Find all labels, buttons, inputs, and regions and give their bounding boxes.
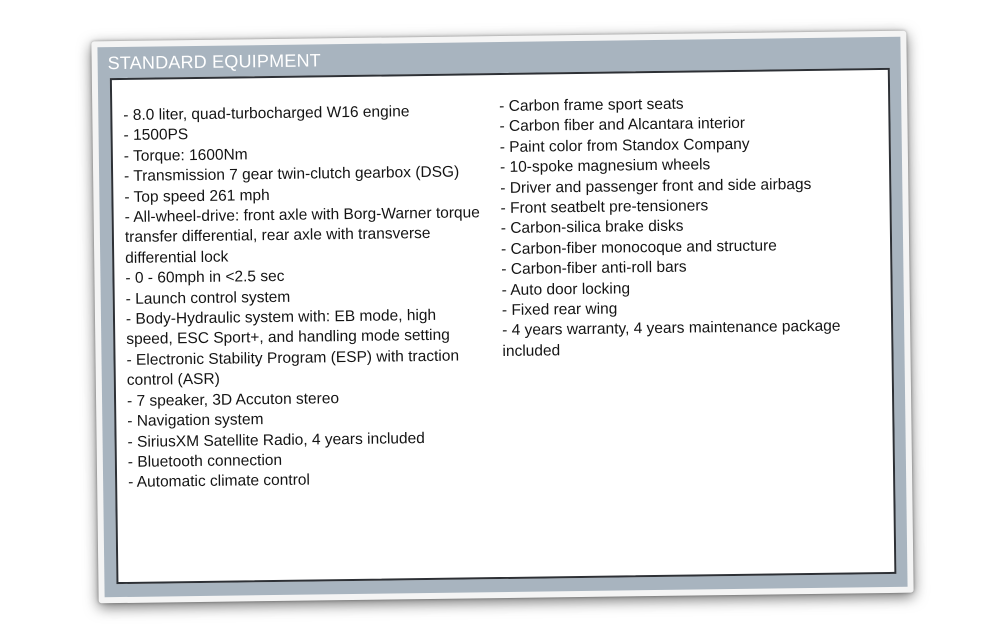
- list-item: - 4 years warranty, 4 years maintenance package included: [502, 318, 841, 360]
- list-item: - Transmission 7 gear twin-clutch gearbox (DSG): [124, 163, 460, 186]
- section-title: STANDARD EQUIPMENT: [107, 50, 322, 74]
- list-item: - 0 - 60mph in <2.5 sec: [125, 268, 285, 288]
- list-item: - Carbon fiber and Alcantara interior: [499, 115, 746, 136]
- list-item: - Carbon-fiber monocoque and structure: [501, 237, 777, 258]
- list-item: - Body-Hydraulic system with: EB mode, high speed, ESC Sport+, and handling mode setting: [125, 306, 450, 349]
- list-item: - Carbon-silica brake disks: [500, 218, 684, 238]
- equipment-panel: [110, 68, 897, 584]
- list-item: - 1500PS: [123, 126, 189, 145]
- list-item: - Launch control system: [125, 288, 291, 308]
- equipment-list-left: [123, 101, 488, 493]
- list-item: - Front seatbelt pre-tensioners: [500, 197, 709, 218]
- list-item: - Torque: 1600Nm: [123, 146, 248, 165]
- list-item: - Bluetooth connection: [127, 451, 283, 471]
- list-item: - Electronic Stability Program (ESP) with traction control (ASR): [126, 347, 460, 390]
- list-item: - Fixed rear wing: [501, 300, 618, 320]
- list-item: - Top speed 261 mph: [124, 186, 270, 206]
- list-item: - Automatic climate control: [128, 471, 310, 492]
- list-item: - Carbon frame sport seats: [499, 95, 684, 116]
- list-item: - Paint color from Standox Company: [499, 135, 750, 156]
- equipment-sheet: [91, 31, 913, 604]
- list-item: - 7 speaker, 3D Accuton stereo: [126, 389, 340, 410]
- list-item: - Carbon-fiber anti-roll bars: [501, 258, 687, 279]
- list-item: - SiriusXM Satellite Radio, 4 years included: [127, 429, 425, 451]
- list-item: - Navigation system: [127, 411, 264, 431]
- sheet-frame: [97, 37, 907, 597]
- list-item: - 8.0 liter, quad-turbocharged W16 engine: [123, 103, 410, 124]
- equipment-list-right: [499, 93, 842, 363]
- list-item: - 10-spoke magnesium wheels: [499, 156, 711, 177]
- list-item: - Driver and passenger front and side airbags: [500, 175, 812, 197]
- list-item: - All-wheel-drive: front axle with Borg-Warner torque transfer differential, rear axle with transverse differential lock: [124, 204, 480, 267]
- list-item: - Auto door locking: [501, 279, 631, 299]
